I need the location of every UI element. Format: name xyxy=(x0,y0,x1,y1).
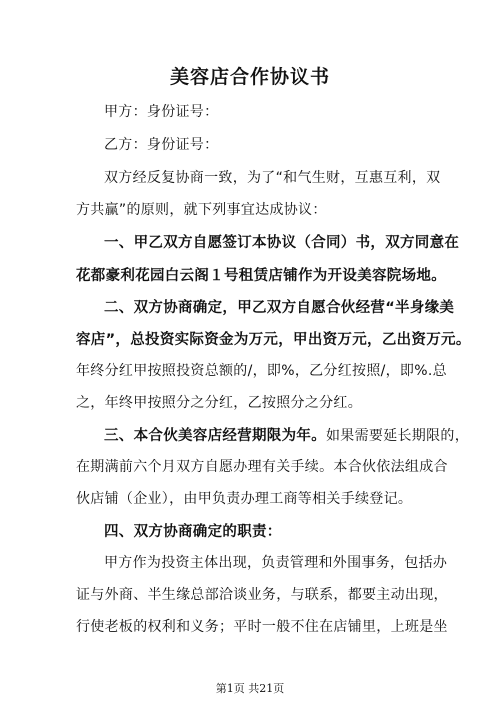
clause-1-line-2: 花都豪利花园白云阁１号租赁店铺作为开设美容院场地。 xyxy=(76,268,446,284)
duties-line-1: 甲方作为投资主体出现，负责管理和外围事务，包括办 xyxy=(104,555,448,571)
clause-2-line-1: 二、双方协商确定，甲乙双方自愿合伙经营“半身缘美 xyxy=(104,300,455,316)
intro-line-1: 双方经反复协商一致，为了“和气生财，互惠互利，双 xyxy=(104,170,441,186)
clause-2-line-3: 年终分红甲按照投资总额的/，即%，乙分红按照/，即%.总 xyxy=(76,363,447,379)
clause-3-bold-text: 三、本合伙美容店经营期限为年。 xyxy=(104,428,326,444)
clause-4-heading: 四、双方协商确定的职责： xyxy=(104,524,282,540)
intro-line-2: 方共赢”的原则，就下列事宜达成协议： xyxy=(76,202,327,218)
party-b-line: 乙方：身份证号： xyxy=(104,137,219,153)
duties-line-2: 证与外商、半生缘总部洽谈业务，与联系，都要主动出现， xyxy=(76,587,448,603)
clause-2-line-2: 容店”，总投资实际资金为万元，甲出资万元，乙出资万元。 xyxy=(76,332,471,348)
clause-3-rest-text: 如果需要延长期限的， xyxy=(326,428,469,444)
clause-3-line-1 xyxy=(104,424,469,445)
clause-1-line-1: 一、甲乙双方自愿签订本协议（合同）书，双方同意在 xyxy=(104,235,460,251)
party-a-line: 甲方：身份证号： xyxy=(104,104,219,120)
clause-3-line-2: 在期满前六个月双方自愿办理有关手续。本合伙依法组成合 xyxy=(76,459,448,475)
duties-line-3: 行使老板的权利和义务；平时一般不住在店铺里，上班是坐 xyxy=(76,619,448,635)
clause-3-line-3: 伙店铺（企业），由甲负责办理工商等相关手续登记。 xyxy=(76,491,413,507)
document-title: 美容店合作协议书 xyxy=(169,66,330,88)
page-footer: 第1页 共21页 xyxy=(215,682,285,695)
clause-2-line-4: 之，年终甲按照分之分红，乙按照分之分红。 xyxy=(76,395,362,411)
